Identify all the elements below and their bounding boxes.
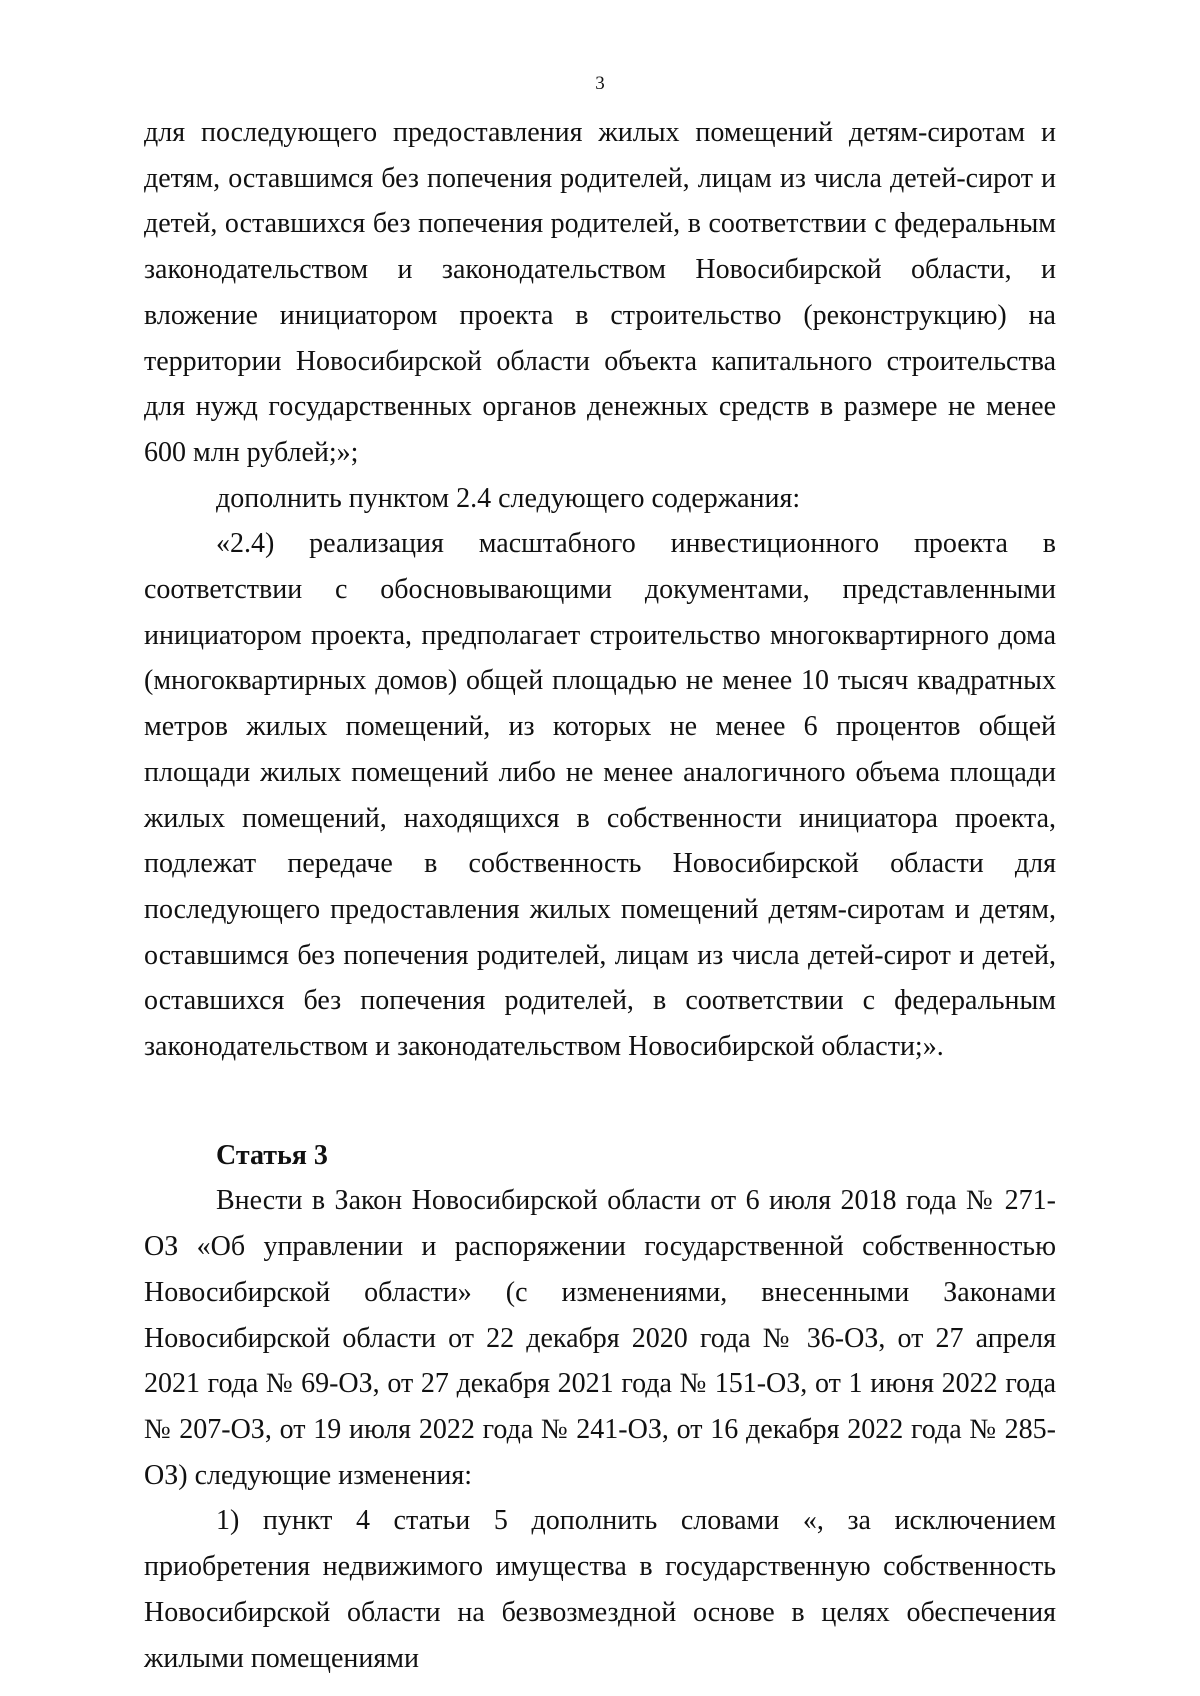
article-heading: Статья 3 bbox=[216, 1139, 328, 1171]
page-number: 3 bbox=[595, 73, 605, 94]
paragraph-clause-2-4: «2.4) реализация масштабного инвестиционного проекта в соответствии с обосновывающими документами, представленными инициатором проекта, предполагает строительство многоквартирного дома (многоквартирных домов) общей площадью не менее 10 тысяч квадратных метров жилых помещений, из которых не менее 6 процентов общей площади жилых помещений либо не менее аналогичного объема площади жилых помещений, находящихся в собственности инициатора проекта, подлежат передаче в собственность Новосибирской области для последующего предоставления жилых помещений детям-сиротам и детям, оставшимся без попечения родителей, лицам из числа детей-сирот и детей, оставшихся без попечения родителей, в соответствии с федеральным законодательством и законодательством Новосибирской области;». bbox=[144, 528, 1056, 1063]
paragraph-continuation: для последующего предоставления жилых помещений детям-сиротам и детям, оставшимся без попечения родителей, лицам из числа детей-сирот и детей, оставшихся без попечения родителей, в соответствии с федеральным законодательством и законодательством Новосибирской области, и вложение инициатором проекта в строительство (реконструкцию) на территории Новосибирской области объекта капитального строительства для нужд государственных органов денежных средств в размере не менее 600 млн рублей;»; bbox=[144, 117, 1056, 468]
paragraph-amendment-intro: дополнить пунктом 2.4 следующего содержания: bbox=[216, 482, 801, 514]
document-body bbox=[144, 110, 1056, 1681]
article-paragraph-item-1: 1) пункт 4 статьи 5 дополнить словами «, за исключением приобретения недвижимого имущества в государственную собственность Новосибирской области на безвозмездной основе в целях обеспечения жилыми помещениями bbox=[144, 1505, 1056, 1674]
article-paragraph-intro: Внести в Закон Новосибирской области от 6 июля 2018 года № 271-ОЗ «Об управлении и распоряжении государственной собственностью Новосибирской области» (с изменениями, внесенными Законами Новосибирской области от 22 декабря 2020 года № 36-ОЗ, от 27 апреля 2021 года № 69-ОЗ, от 27 декабря 2021 года № 151-ОЗ, от 1 июня 2022 года № 207-ОЗ, от 19 июля 2022 года № 241-ОЗ, от 16 декабря 2022 года № 285-ОЗ) следующие изменения: bbox=[144, 1185, 1056, 1491]
